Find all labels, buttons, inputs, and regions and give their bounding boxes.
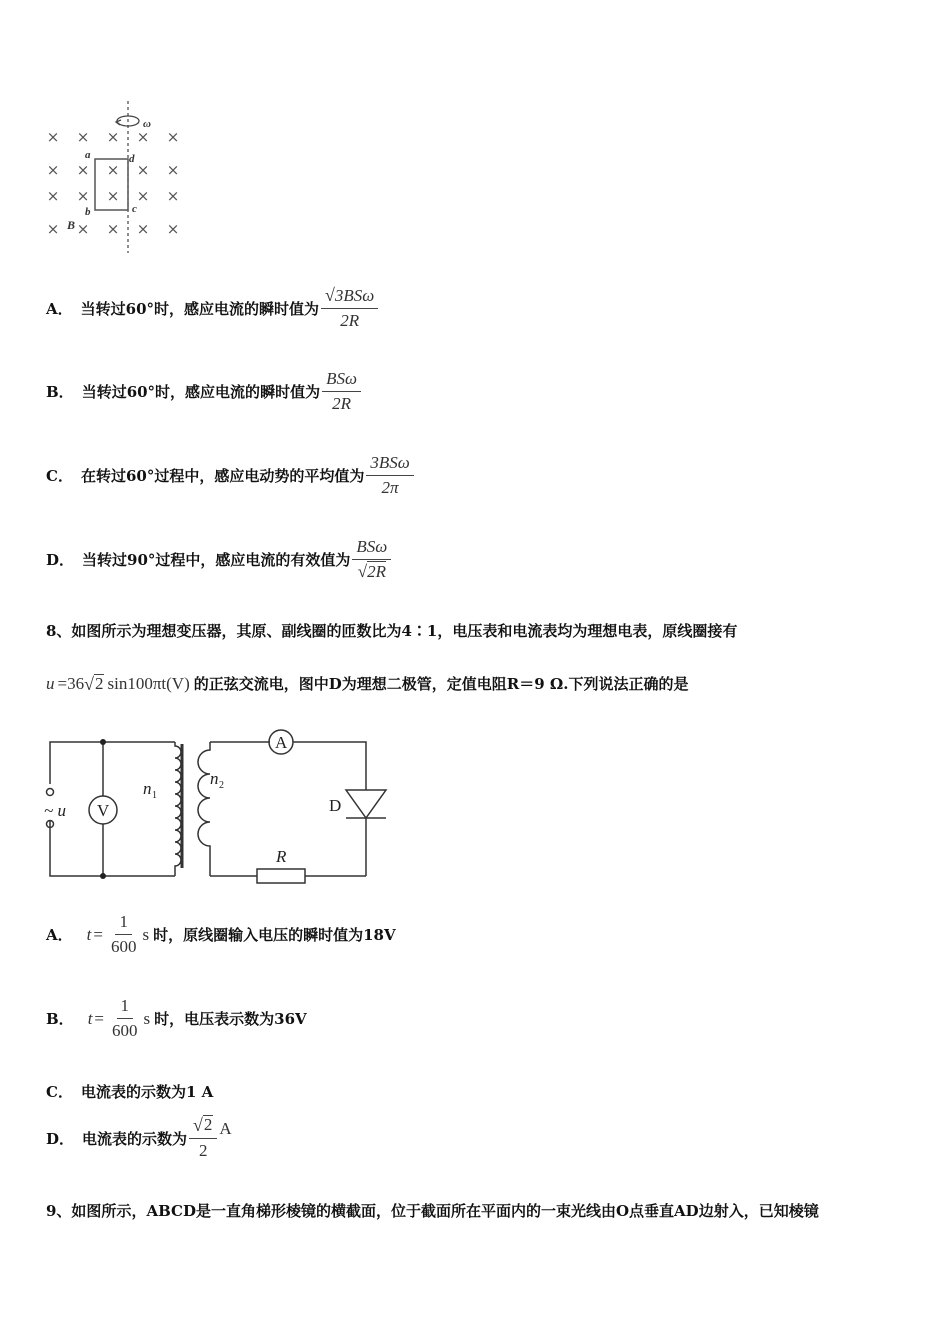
fraction: $\frac{1}{600}$ bbox=[110, 912, 137, 956]
cross-mark: × bbox=[136, 161, 150, 179]
cross-mark: × bbox=[46, 128, 60, 146]
q7-option-b[interactable]: B． 当转过60°时，感应电流的瞬时值为 $\frac{\text{BSω}}{2R}$ bbox=[46, 369, 363, 414]
q8-option-c[interactable]: C． 电流表的示数为1 A bbox=[46, 1083, 214, 1101]
cross-mark: × bbox=[76, 161, 90, 179]
cross-mark: × bbox=[166, 220, 180, 238]
diode-label: D bbox=[329, 796, 342, 815]
cross-mark: × bbox=[106, 161, 120, 179]
input-terminal bbox=[47, 789, 54, 796]
q7-option-c[interactable]: C． 在转过60°过程中，感应电动势的平均值为 $\frac{\text{3BSω}}{2\pi}$ bbox=[46, 453, 416, 498]
q7-option-d[interactable]: D． 当转过90°过程中，感应电流的有效值为 $\frac{\text{BSω}}{√2R}$ bbox=[46, 537, 393, 582]
diode-D bbox=[346, 790, 386, 818]
n1-sub: 1 bbox=[152, 790, 157, 801]
cross-mark: × bbox=[76, 187, 90, 205]
q8-stem-line1: 8、如图所示为理想变压器，其原、副线圈的匝数比为4∶1，电压表和电流表均为理想电表，原线圈接有 bbox=[46, 622, 738, 640]
fraction: $\frac{1}{600}$ bbox=[112, 996, 138, 1040]
corner-a: a bbox=[85, 149, 91, 161]
q7-option-a[interactable]: A． 当转过60°时，感应电流的瞬时值为 √ 3BSω 2R bbox=[46, 286, 380, 331]
voltmeter-label: V bbox=[97, 801, 110, 820]
cross-mark: × bbox=[166, 161, 180, 179]
field-B: B bbox=[67, 218, 76, 232]
cross-mark: × bbox=[166, 128, 180, 146]
cross-mark: × bbox=[106, 220, 120, 238]
cross-mark: × bbox=[136, 220, 150, 238]
corner-b: b bbox=[85, 206, 91, 218]
n1-label: n bbox=[143, 779, 152, 798]
cross-mark: × bbox=[166, 187, 180, 205]
primary-coil bbox=[175, 742, 181, 876]
q8-option-d[interactable]: D． 电流表的示数为 √ 2 2 A bbox=[46, 1115, 232, 1160]
input-label: ~ u bbox=[44, 801, 66, 820]
q8-option-a[interactable]: A． t = $\frac{1}{600}$ s 时，原线圈输入电压的瞬时值为18V bbox=[46, 912, 396, 956]
n2-label: n bbox=[210, 769, 219, 788]
cross-mark: × bbox=[76, 128, 90, 146]
transformer-circuit bbox=[40, 728, 400, 888]
omega-label: ω bbox=[143, 118, 151, 130]
cross-mark: × bbox=[136, 128, 150, 146]
q8-option-b[interactable]: B． t = $\frac{1}{600}$ s 时，电压表示数为36V bbox=[46, 996, 307, 1040]
cross-mark: × bbox=[46, 187, 60, 205]
resistor-R bbox=[257, 869, 305, 883]
secondary-coil bbox=[198, 742, 210, 876]
n2-sub: 2 bbox=[219, 780, 224, 791]
fraction: $\frac{\text{BSω}}{2R}$ bbox=[322, 369, 361, 414]
coil-field-figure bbox=[40, 95, 200, 260]
q8-stem-line2: u =36 √ 2 sin100πt(V) 的正弦交流电，图中D为理想二极管，定值电阻R＝9 Ω.下列说法正确的是 bbox=[46, 673, 689, 694]
cross-mark: × bbox=[136, 187, 150, 205]
fraction: √ 3BSω 2R bbox=[321, 286, 378, 331]
cross-mark: × bbox=[106, 128, 120, 146]
fraction: $\frac{\text{BSω}}{√2R}$ bbox=[352, 537, 391, 582]
corner-c: c bbox=[132, 203, 137, 215]
cross-mark: × bbox=[46, 220, 60, 238]
resistor-label: R bbox=[276, 847, 287, 866]
fraction: √ 2 2 bbox=[189, 1115, 217, 1161]
corner-d: d bbox=[129, 153, 135, 165]
fraction: $\frac{\text{3BSω}}{2\pi}$ bbox=[366, 453, 413, 498]
cross-mark: × bbox=[46, 161, 60, 179]
cross-mark: × bbox=[76, 220, 90, 238]
q9-stem: 9、如图所示，ABCD是一直角梯形棱镜的横截面，位于截面所在平面内的一束光线由O点垂直AD边射入，已知棱镜 bbox=[46, 1202, 819, 1220]
cross-mark: × bbox=[106, 187, 120, 205]
ammeter-label: A bbox=[275, 733, 288, 752]
